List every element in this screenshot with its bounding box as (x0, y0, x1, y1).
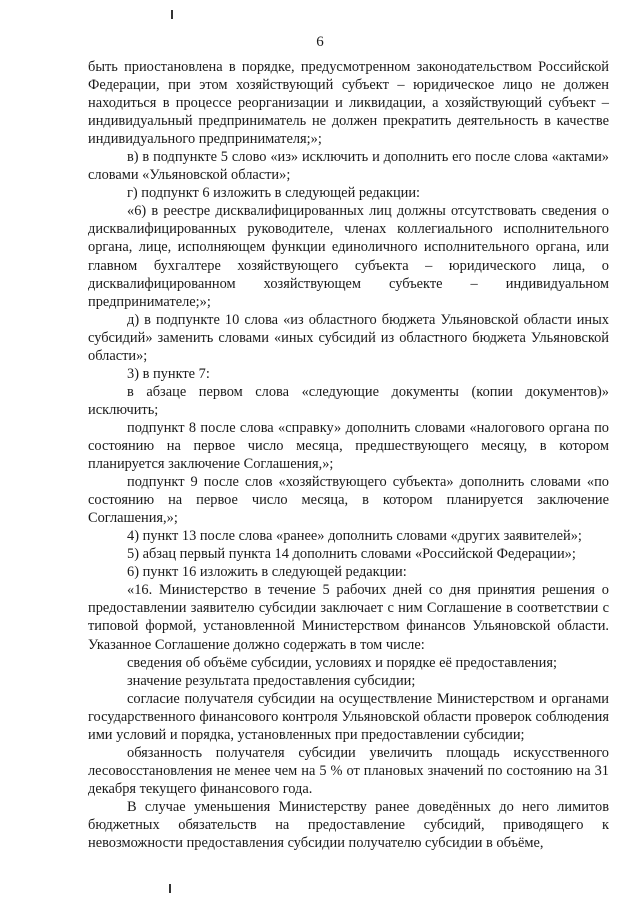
paragraph: д) в подпункте 10 слова «из областного бюджета Ульяновской области иных субсидий» заменить словами «иных субсидий из областного бюджета Ульяновской области»; (88, 311, 609, 364)
paragraph: согласие получателя субсидии на осуществление Министерством и органами государственного финансового контроля Ульяновской области проверок соблюдения ими условий и порядка, установленных при предоставлении субсидии; (88, 690, 609, 743)
paragraph: 5) абзац первый пункта 14 дополнить словами «Российской Федерации»; (127, 546, 576, 563)
scan-mark-top (171, 10, 173, 19)
document-body (88, 58, 609, 852)
paragraph: 3) в пункте 7: (127, 365, 210, 382)
paragraph: сведения об объёме субсидии, условиях и порядке её предоставления; (127, 654, 557, 671)
paragraph: подпункт 8 после слова «справку» дополнить словами «налогового органа по состоянию на первое число месяца, предшествующего месяцу, в котором планируется заключение Соглашения,»; (88, 419, 609, 473)
paragraph: обязанность получателя субсидии увеличить площадь искусственного лесовосстановления не менее чем на 5 % от плановых значений по состоянию на 31 декабря текущего финансового года. (88, 744, 609, 797)
paragraph: 4) пункт 13 после слова «ранее» дополнить словами «других заявителей»; (127, 528, 582, 545)
paragraph: В случае уменьшения Министерству ранее доведённых до него лимитов бюджетных обязательств на предоставление субсидий, приводящего к невозможности предоставления субсидии получателю субсидии в объёме, (88, 798, 609, 852)
paragraph: в) в подпункте 5 слово «из» исключить и дополнить его после слова «актами» словами «Ульяновской области»; (88, 149, 609, 184)
scan-mark-bottom (169, 884, 171, 893)
paragraph: 6) пункт 16 изложить в следующей редакции: (127, 564, 407, 581)
paragraph: «16. Министерство в течение 5 рабочих дней со дня принятия решения о предоставлении заявителю субсидии заключает с ним Соглашение в соответствии с типовой формой, установленной Министерством финансов Ульяновской области. Указанное Соглашение должно содержать в том числе: (88, 582, 609, 653)
page-number: 6 (316, 34, 324, 50)
paragraph: «6) в реестре дисквалифицированных лиц должны отсутствовать сведения о дисквалифицированных руководителе, членах коллегиального исполнительного органа, лице, исполняющем функции единоличного исполнительного органа, или главном бухгалтере хозяйствующего субъекта – юридического лица, о дисквалифицированном хозяйствующем субъекте – индивидуальном предпринимателе;»; (88, 203, 609, 310)
paragraph: быть приостановлена в порядке, предусмотренном законодательством Российской Федерации, при этом хозяйствующий субъект – юридическое лицо не должен находиться в процессе реорганизации и ликвидации, а хозяйствующий субъект – индивидуальный предприниматель не должен прекратить деятельность в качестве индивидуального предпринимателя;»; (88, 59, 609, 148)
paragraph: значение результата предоставления субсидии; (127, 672, 416, 689)
paragraph: в абзаце первом слова «следующие документы (копии документов)» исключить; (88, 383, 609, 418)
paragraph: подпункт 9 после слов «хозяйствующего субъекта» дополнить словами «по состоянию на первое число месяца, в котором планируется заключение Соглашения,»; (88, 474, 609, 527)
paragraph: г) подпункт 6 изложить в следующей редакции: (127, 185, 421, 202)
